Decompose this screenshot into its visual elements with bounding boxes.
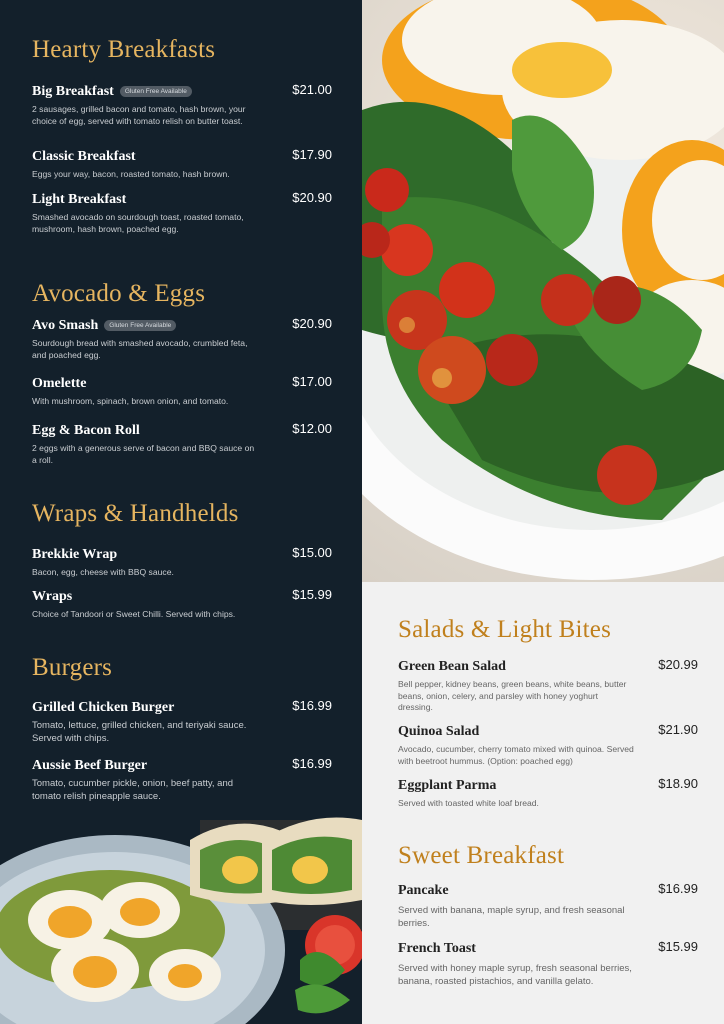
menu-item: [398, 776, 698, 810]
item-name: Classic Breakfast: [32, 149, 136, 164]
section-title-burgers: Burgers: [32, 654, 113, 681]
item-price: $16.99: [292, 756, 332, 771]
item-name: Eggplant Parma: [398, 778, 497, 793]
item-name: Brekkie Wrap: [32, 547, 118, 562]
item-name: French Toast: [398, 941, 476, 956]
item-description: 2 sausages, grilled bacon and tomato, hash brown, your choice of egg, served with tomato relish on butter toast.: [32, 104, 246, 126]
item-price: $17.00: [292, 374, 332, 389]
item-name: Omelette: [32, 376, 87, 391]
item-price: $20.90: [292, 316, 332, 331]
menu-item: [398, 939, 698, 988]
section-title-salads-light-bites: Salads & Light Bites: [398, 616, 612, 643]
item-price: $16.99: [658, 881, 698, 896]
menu-item: [32, 545, 332, 579]
item-price: $16.99: [292, 698, 332, 713]
item-price: $15.99: [292, 587, 332, 602]
menu-item: [32, 82, 332, 127]
gluten-free-badge: Gluten Free Available: [120, 86, 192, 97]
item-name: Quinoa Salad: [398, 724, 480, 739]
item-description: 2 eggs with a generous serve of bacon and BBQ sauce on a roll.: [32, 443, 255, 465]
item-description: Eggs your way, bacon, roasted tomato, hash brown.: [32, 169, 230, 179]
item-name: Egg & Bacon Roll: [32, 423, 140, 438]
menu-item: [32, 698, 332, 745]
item-price: $20.99: [658, 657, 698, 672]
section-title-avocado-eggs: Avocado & Eggs: [32, 280, 206, 307]
menu-item: [398, 881, 698, 930]
item-price: $15.00: [292, 545, 332, 560]
item-description: Smashed avocado on sourdough toast, roasted tomato, mushroom, hash brown, poached egg.: [32, 212, 244, 234]
item-description: Tomato, lettuce, grilled chicken, and teriyaki sauce. Served with chips.: [32, 720, 247, 744]
item-name: Avo Smash: [32, 318, 99, 333]
food-photo-salad-eggs: [362, 0, 724, 582]
item-description: Served with toasted white loaf bread.: [398, 798, 539, 808]
item-name: Light Breakfast: [32, 192, 127, 207]
food-photo-eggs-avocado: [0, 810, 362, 1024]
item-price: $17.90: [292, 147, 332, 162]
item-description: Bacon, egg, cheese with BBQ sauce.: [32, 567, 174, 577]
item-price: $12.00: [292, 421, 332, 436]
item-description: With mushroom, spinach, brown onion, and tomato.: [32, 396, 229, 406]
menu-item: [398, 657, 698, 714]
menu-item: [398, 722, 698, 767]
item-price: $18.90: [658, 776, 698, 791]
gluten-free-badge: Gluten Free Available: [104, 320, 176, 331]
item-description: Tomato, cucumber pickle, onion, beef patty, and tomato relish pineapple sauce.: [32, 778, 234, 802]
item-description: Served with banana, maple syrup, and fresh seasonal berries.: [398, 905, 625, 929]
section-title-wraps-handhelds: Wraps & Handhelds: [32, 500, 239, 527]
item-name: Green Bean Salad: [398, 659, 506, 674]
item-description: Sourdough bread with smashed avocado, crumbled feta, and poached egg.: [32, 338, 248, 360]
item-name: Big Breakfast: [32, 84, 114, 99]
item-name: Aussie Beef Burger: [32, 758, 148, 773]
menu-item: [32, 374, 332, 408]
section-title-hearty-breakfasts: Hearty Breakfasts: [32, 36, 216, 63]
item-price: $21.00: [292, 82, 332, 97]
menu-item: [32, 421, 332, 466]
item-price: $21.90: [658, 722, 698, 737]
item-description: Bell pepper, kidney beans, green beans, white beans, butter beans, onion, celery, and parsley with honey yoghurt dressing.: [398, 679, 627, 712]
item-price: $20.90: [292, 190, 332, 205]
item-name: Wraps: [32, 589, 73, 604]
menu-item: [32, 190, 332, 235]
item-description: Choice of Tandoori or Sweet Chilli. Served with chips.: [32, 609, 236, 619]
item-name: Grilled Chicken Burger: [32, 700, 175, 715]
menu-item: [32, 756, 332, 803]
menu-item: [32, 316, 332, 361]
menu-item: [32, 147, 332, 181]
menu-item: [32, 587, 332, 621]
item-description: Served with honey maple syrup, fresh seasonal berries, banana, roasted pistachios, and vanilla gelato.: [398, 963, 632, 987]
item-price: $15.99: [658, 939, 698, 954]
item-description: Avocado, cucumber, cherry tomato mixed with quinoa. Served with beetroot hummus. (Option: poached egg): [398, 744, 634, 766]
section-title-sweet-breakfast: Sweet Breakfast: [398, 842, 565, 869]
right-menu-panel: [362, 582, 724, 1024]
item-name: Pancake: [398, 883, 449, 898]
